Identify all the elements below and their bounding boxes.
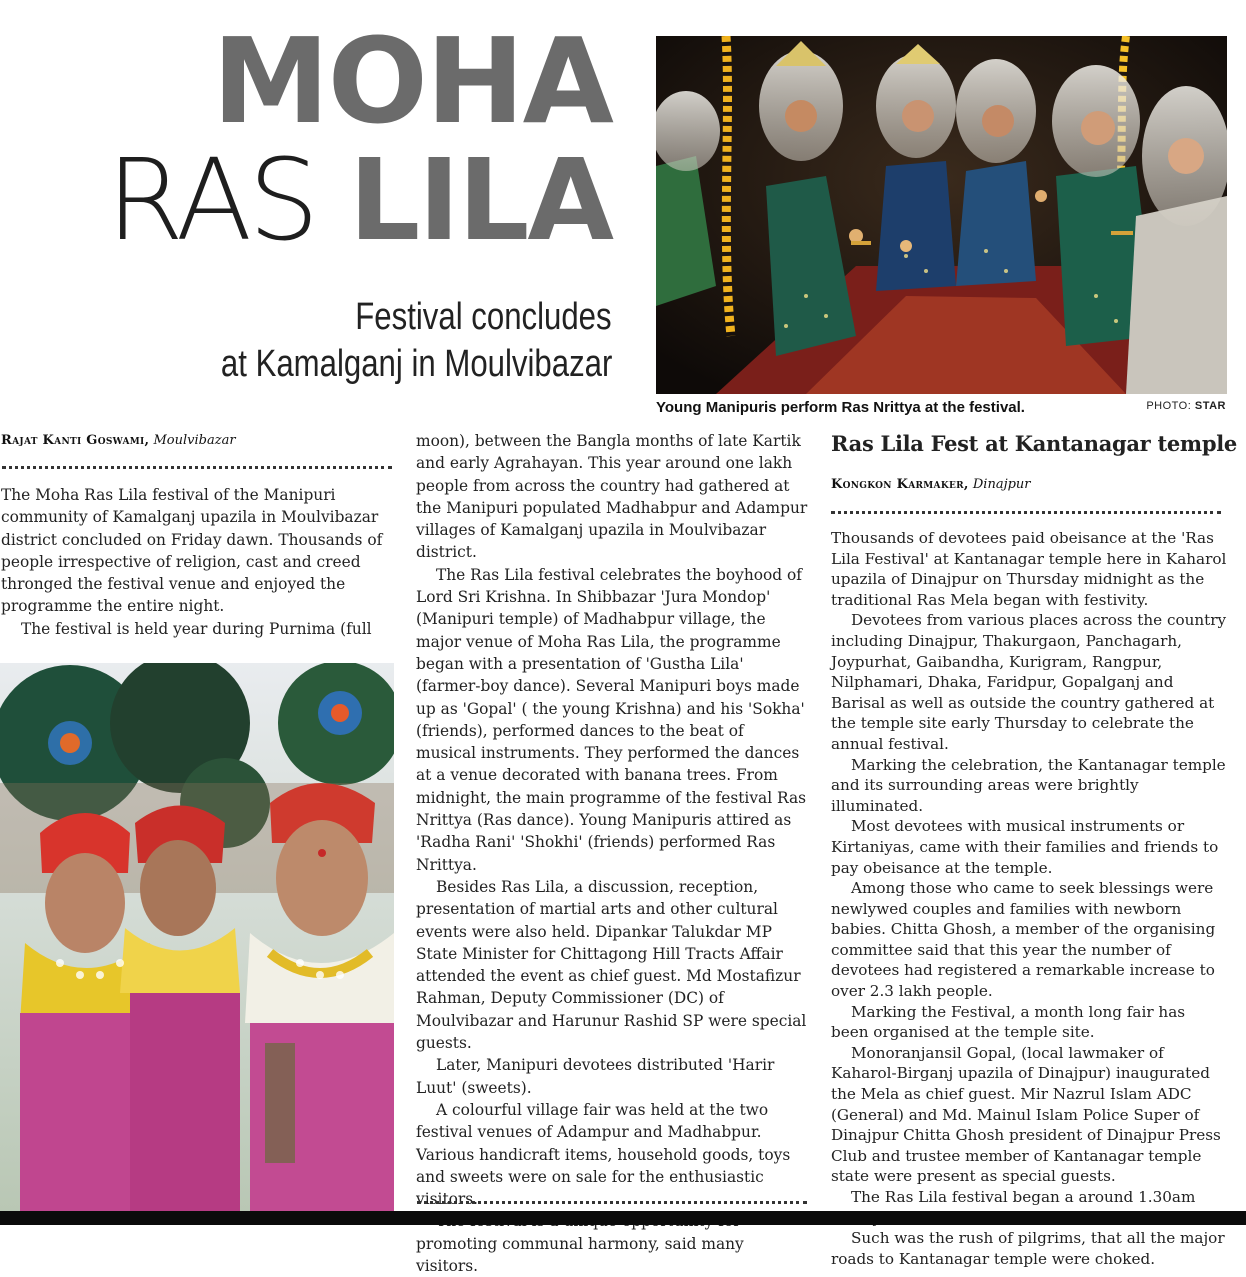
paragraph: Most devotees with musical instruments or Kirtaniyas, came with their families and friends to pay obeisance at the temple.	[831, 817, 1219, 877]
paragraph: promoting communal harmony, said many visitors.	[416, 1234, 744, 1275]
paragraph: Thousands of devotees paid obeisance at the 'Ras Lila Festival' at Kantanagar temple here in Kaharol upazila of Dinajpur on Thursday midnight as the traditional Ras Mela began with festivity.	[831, 529, 1227, 609]
main-story-column-1	[1, 484, 397, 640]
photo-manipuri-boys	[0, 663, 394, 1211]
paragraph: Besides Ras Lila, a discussion, reception, presentation of martial arts and other cultural events were also held. Dipankar Talukdar MP State Minister for Chittagong Hill Tracts Affair attended the event as chief guest. Md Mostafizur Rahman, Deputy Commissioner (DC) of Moulvibazar and Harunur Rashid SP were special guests.	[416, 877, 807, 1053]
paragraph: The Moha Ras Lila festival of the Manipuri community of Kamalganj upazila in Moulvibazar district concluded on Friday dawn. Thousands of people irrespective of religion, cast and creed thronged the festival venue and enjoyed the programme the entire night.	[1, 486, 383, 616]
second-story-byline	[831, 477, 1031, 492]
headline-ras-lila	[106, 136, 612, 266]
paragraph: Later, Manipuri devotees distributed 'Harir Luut' (sweets).	[416, 1056, 775, 1097]
second-story-headline: Ras Lila Fest at Kantanagar temple	[831, 431, 1237, 456]
paragraph: Devotees from various places across the country including Dinajpur, Thakurgaon, Panchagarh, Joypurhat, Gaibandha, Kurigram, Rangpur, Nilphamari, Dhaka, Faridpur, Gopalganj and Barisal as well as outside the country gathered at the temple site early Thursday to celebrate the annual festival.	[831, 611, 1227, 753]
byline-reporter-name: Rajat Kanti Goswami,	[1, 433, 150, 448]
dotted-rule	[2, 466, 392, 469]
photo-caption: Young Manipuris perform Ras Nrittya at the festival.	[656, 399, 1025, 416]
paragraph: Monoranjansil Gopal, (local lawmaker of Kaharol-Birganj upazila of Dinajpur) inaugurated the Mela as chief guest. Mir Nazrul Islam ADC (General) and Md. Mainul Islam Police Super of Dinajpur Chitta Ghosh president of Dinajpur Press Club and trustee member of Kantanagar temple state were present as special guests.	[831, 1043, 1221, 1186]
photo-ras-nrittya-dancers	[656, 36, 1227, 394]
headline-lila: LILA	[348, 136, 612, 266]
paragraph: Marking the celebration, the Kantanagar temple and its surrounding areas were brightly illuminated.	[831, 755, 1226, 815]
boys-illustration	[0, 663, 394, 1211]
subhead-line-1: Festival concludes	[355, 296, 612, 338]
page-bottom-edge	[0, 1211, 1246, 1225]
headline-moha: MOHA	[212, 12, 612, 150]
paragraph: Such was the rush of pilgrims, that all the major roads to Kantanagar temple were choked.	[831, 1229, 1225, 1268]
paragraph: The Ras Lila festival celebrates the boyhood of Lord Sri Krishna. In Shibbazar 'Jura Mondop' (Manipuri temple) of Madhabpur village, the major venue of Moha Ras Lila, the programme began with a presentation of 'Gustha Lila' (farmer-boy dance). Several Manipuri boys made up as 'Gopal' ( the young Krishna) and his 'Sokha' (friends), performed dances to the beat of musical instruments. They performed the dances at a venue decorated with banana trees. From midnight, the main programme of the festival Ras Nrittya (Ras dance). Young Manipuris attired as 'Radha Rani' 'Shokhi' (friends) performed Ras Nrittya.	[416, 565, 807, 874]
paragraph: Marking the Festival, a month long fair has been organised at the temple site.	[831, 1002, 1186, 1042]
main-story-byline	[1, 433, 236, 448]
dancers-illustration	[656, 36, 1227, 394]
paragraph: The festival is held year during Purnima (full	[21, 619, 372, 638]
byline-location: Dinajpur	[972, 477, 1031, 492]
dotted-rule	[417, 1201, 807, 1204]
paragraph: A colourful village fair was held at the two festival venues of Adampur and Madhabpur. Various handicraft items, household goods, toys and sweets were on sale for the enthusiastic visitors.	[416, 1100, 791, 1209]
dotted-rule	[831, 511, 1221, 514]
byline-reporter-name: Kongkon Karmaker,	[831, 477, 969, 492]
headline-ras: RAS	[106, 136, 316, 266]
paragraph: moon), between the Bangla months of late Kartik and early Agrahayan. This year around one lakh people from across the country had gathered at the Manipuri populated Madhabpur and Adampur villages of Kamalganj upazila in Moulvibazar district.	[416, 432, 808, 562]
photo-credit-source: STAR	[1194, 400, 1226, 412]
photo-credit	[1146, 400, 1226, 412]
second-story-column	[831, 528, 1227, 1269]
paragraph: Among those who came to seek blessings were newlywed couples and families with newborn babies. Chitta Ghosh, a member of the organising committee said that this year the number of devotees had registered a remarkable increase to over 2.3 lakh people.	[831, 879, 1216, 1001]
byline-location: Moulvibazar	[153, 433, 236, 448]
paragraph: The Ras Lila festival began a around 1.30am	[851, 1188, 1196, 1206]
main-story-column-2	[416, 430, 808, 1277]
subhead-line-2: at Kamalganj in Moulvibazar	[220, 343, 612, 385]
photo-credit-prefix: PHOTO:	[1146, 400, 1192, 412]
